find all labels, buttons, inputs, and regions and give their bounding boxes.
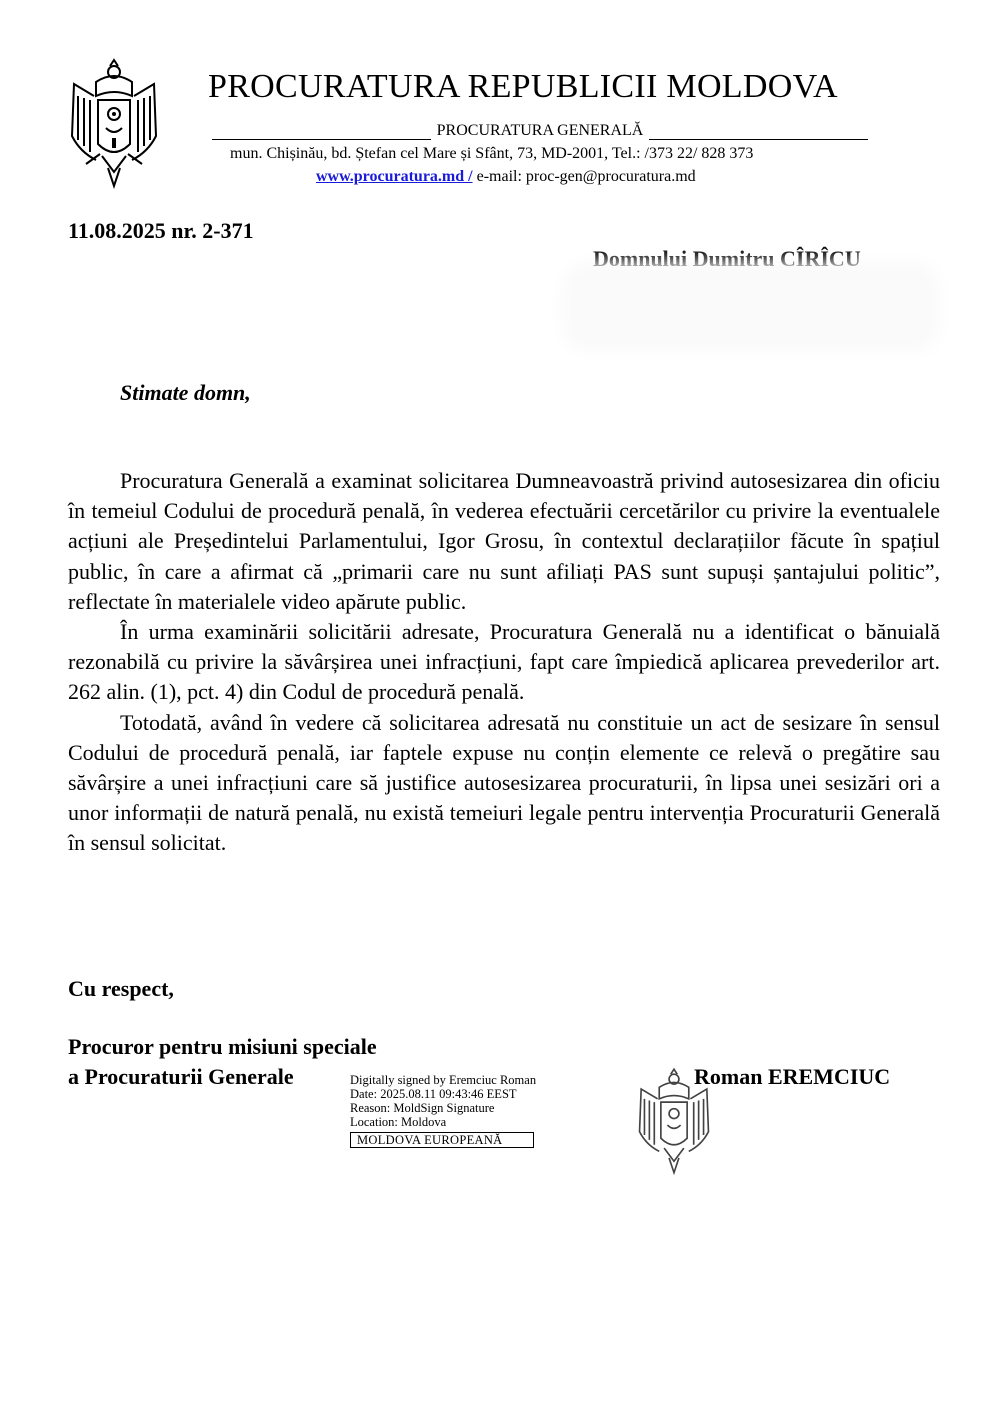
digital-signature-block xyxy=(350,1073,536,1148)
letter-body xyxy=(68,466,940,859)
digital-signature-line: Digitally signed by Eremciuc Roman xyxy=(350,1073,537,1087)
paragraph: În urma examinării solicitării adresate, Procuratura Generală nu a identificat o bănuială rezonabilă cu privire la săvârșirea unei infracțiuni, fapt care împiedică aplicarea prevederilor art. 262 alin. (1), pct. 4) din Codul de procedură penală. xyxy=(68,619,940,705)
redacted-area xyxy=(572,272,930,342)
addressee: Domnului Dumitru CÎRÎCU xyxy=(593,246,861,271)
signer-position-line2: a Procuraturii Generale xyxy=(68,1064,294,1089)
contact-line xyxy=(316,168,696,186)
signer-name: Roman EREMCIUC xyxy=(694,1064,891,1089)
closing: Cu respect, xyxy=(68,976,174,1001)
digital-signature-location: Location: Moldova xyxy=(350,1115,447,1129)
paragraph: Procuratura Generală a examinat solicitarea Dumneavoastră privind autosesizarea din oficiu în temeiul Codului de procedură penală, în vederea efectuării cercetărilor cu privire la eventualele acțiuni ale Președintelui Parlamentului, Igor Grosu, în contextul declarațiilor făcute în spațiul public, în care a afirmat că „primarii care nu sunt afiliați PAS sunt supuși șantajului politic”, reflectate în materialele video apărute public. xyxy=(68,468,940,614)
subtitle: PROCURATURA GENERALĂ xyxy=(436,122,644,139)
salutation: Stimate domn, xyxy=(120,380,251,405)
right-rule xyxy=(649,125,868,140)
left-rule xyxy=(212,125,431,140)
email-text: e-mail: proc-gen@procuratura.md xyxy=(472,168,696,185)
digital-signature-date: Date: 2025.08.11 09:43:46 EEST xyxy=(350,1087,517,1101)
address-line: mun. Chișinău, bd. Ștefan cel Mare și Sfânt, 73, MD-2001, Tel.: /373 22/ 828 373 xyxy=(230,145,754,162)
digital-signature-reason: Reason: MoldSign Signature xyxy=(350,1101,495,1115)
subtitle-row xyxy=(212,122,868,140)
digital-signature-box: MOLDOVA EUROPEANĂ xyxy=(350,1132,534,1148)
website-link[interactable]: www.procuratura.md / xyxy=(316,168,473,185)
institution-title: PROCURATURA REPUBLICII MOLDOVA xyxy=(208,68,838,105)
paragraph: Totodată, având în vedere că solicitarea adresată nu constituie un act de sesizare în sensul Codului de procedură penală, iar faptele expuse nu conțin elemente ce relevă o pregătire sau săvârșire a unei infracțiuni care să justifice autosesizarea procuraturii, în lipsa unei sesizări ori a unor informații de natură penală, nu există temeiuri legale pentru intervenția Procuraturii Generală în sensul solicitat. xyxy=(68,709,940,856)
reference-number: 11.08.2025 nr. 2-371 xyxy=(68,218,254,243)
signer-position-line1: Procuror pentru misiuni speciale xyxy=(68,1034,377,1059)
moldova-coat-of-arms-icon xyxy=(66,56,162,190)
